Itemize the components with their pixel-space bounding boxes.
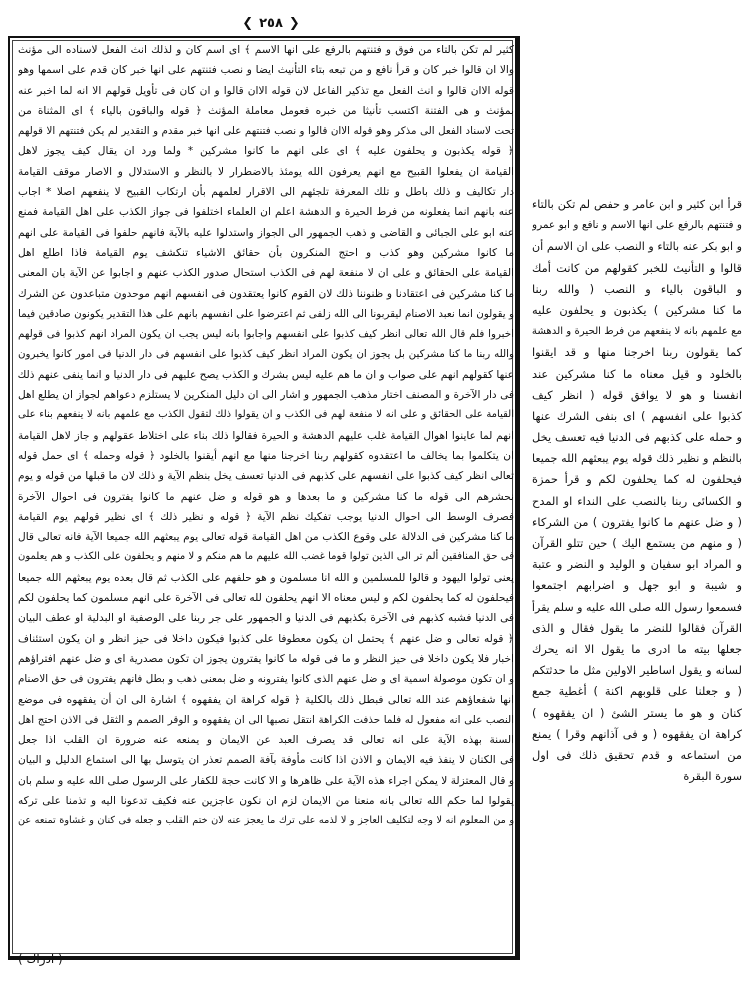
main-text-line: و ان تكون موصولة اسمية اى و ضل عنهم الذى كانوا يفترونه و ضل بمعنى ذهب و بطل فانهم يفترون فى حق الاصنام [18,673,514,686]
margin-text-line: و الباقون بالياء و النصب ( والله ربنا [532,281,742,296]
main-text-line: القيامة ان يفعلوا القبيح مع انهم يعرفون الله يومئذ بالاضطرار لا بالنظر و الاستدلال و الاصار موقف القيامة [18,165,514,178]
main-text-line: و قال المعتزلة لا يمكن اجراء هذه الآية على ظاهرها و الا كانت حجة للكفار على الرسول صلى الله عليه و سلم بان [18,774,514,787]
main-text-line: اخبار فلا يكون داخلا فى حيز النظر و ما فى قوله ما كانوا يفترون يجوز ان تكون مصدرية اى و ضل عنهم افتراؤهم [18,652,514,665]
main-text-line: القيامة على الحقائق و على ان لا منفعة لهم فى الكذب استحال صدور الكذب عنهم و اجابوا عن الآية بان المعنى [18,267,514,280]
margin-text-line: فسمعوا رسول الله صلى الله عليه و سلم يقرأ [532,600,742,614]
main-text-line: انهم لما عاينوا اهوال القيامة غلب عليهم الدهشة و الحيرة فقالوا ذلك بناء على اختلاط عقولهم و جاز لاهل القيامة [18,429,514,442]
main-text-line: دار تكاليف و ذلك باطل و تلك المعرفة تلجئهم الى الاقرار لعلمهم بأن ارتكاب القبيح لا ينفعهم اصلا * اجاب [18,186,514,199]
margin-text-line: ( و جعلنا على قلوبهم اكنة ) أغطية جمع [532,684,742,699]
margin-text-line: سورة البقرة [683,769,742,784]
main-text-line: و من المعلوم انه لا وجه لتكليف العاجز و لا لذمه على ترك ما يعجز عنه لان ختم القلب و جعله فى كنان و غشاوة تمنعه عن [18,815,514,827]
margin-text-line: بالخلود و قيل معناه ما كنا مشركين عند [532,366,742,381]
main-text-line: انها شفعاؤهم عند الله تعالى فبطل ذلك بالكلية ﴿ قوله كراهة ان يفقهوه ﴾ اشارة الى ان أن يفقهوه فى موضع [18,693,514,706]
margin-text-line: و ابو بكر عنه بالتاء و النصب على ان الاسم أن [532,240,742,254]
main-text-line: بمؤنث و هى الفتنة اكتسب تأنيثا من خبره فعومل معاملة المؤنث ﴿ قوله والباقون بالياء ﴾ اى المثناة من [18,104,514,117]
main-text-line: السنة بهذه الآية على انه تعالى قد يصرف العبد عن الايمان و يمنعه عنه ضرورة ان القلب اذا جعل [18,734,514,747]
main-text-line: ما كنا مشركين فى اعتقادنا و ظنوننا ذلك لان القوم كانوا يعتقدون فى انفسهم انهم موحدون متباعدون عن الشرك [18,287,514,300]
ornament-right-icon: ❯ [288,15,300,31]
main-text-line: تعالى انظر كيف كذبوا على انفسهم على كذبهم فى الدنيا تعسف يخل بنظم الآية و ذلك لان ما قبلها من قوله و يوم [18,470,514,483]
margin-text-line: و حمله على كذبهم فى الدنيا فيه تعسف يخل [532,430,742,445]
margin-text-line: انفسنا و هو لا يوافق قوله ( انظر كيف [532,387,742,402]
margin-text-line: فيحلفون له كما يحلفون لكم و قرأ حمزة [532,472,742,487]
main-text-line: فى الكنان لا ينفذ فيه الايمان و الاذن اذا كانت مأوفة بآفة الصمم تعذر ان يتوسل بها الى استماع الدليل و البيان [18,754,514,767]
main-commentary-text [18,40,514,832]
main-text-line: يعنى تولوا اليهود و قالوا للمسلمين و الله انا مسلمون و هو حلفهم على الكذب ثم قال بعده يوم يبعثهم الله جميعا [18,571,514,584]
main-text-line: فى دار الآخرة و المصنف اختار مذهب الجمهور و اشار الى ان دليل المنكرين لا يستلزم دعواهم لجواز ان يطلع اهل [18,389,514,402]
main-text-line: والله ربنا ما كنا مشركين بل يجوز ان يكون المراد انظر كيف كذبوا على انفسهم فى دار الدنيا فى امور كانوا يخبرون [18,348,514,361]
margin-text-line: و فتنتهم بالرفع على انها الاسم و نافع و ابو عمرو [532,219,742,232]
main-text-line: و يقولون انما نعبد الاصنام ليقربونا الى الله زلفى ثم اعترضوا على انفسهم بانهم على هذا التقدير يكونون صادقين فيما [18,307,514,320]
margin-text-line: ( و ضل عنهم ما كانوا يفترون ) من الشركاء [532,514,742,529]
margin-text-line: كنان و هو ما يستر الشئ ( ان يفقهوه ) [532,705,742,720]
margin-text-line: القرآن فقالوا للنضر ما يقول فقال و الذى [532,620,742,635]
margin-text-line: كراهة ان يفقهوه ( و فى آذانهم وقرا ) يمنع [532,726,742,741]
main-text-line: ما كانوا مشركين وهو كذب و احتج المنكرون بأن حقائق الاشياء تنكشف يوم القيامة فاذا اطلع اهل [18,246,514,259]
main-text-line: عنه بانهم انما يفعلونه من فرط الحيرة و الدهشة اعلم ان العلماء اختلفوا فى جواز الكذب على اهل القيامة فمنع [18,206,514,219]
margin-text-line: و شيبة و ابو جهل و اضرابهم اجتمعوا [532,578,742,593]
main-text-line: قوله الاان قالوا و انث الفعل مع تذكير الفاعل لان قوله الاان قالوا و ان كان فى تأويل قولهم الا انه لما اخبر عنه [18,84,514,97]
margin-text-line: جعلها بيته ما ادرى ما يقول الا انه يحرك [532,641,742,656]
main-text-line: فى حق المنافقين ألم تر الى الذين تولوا قوما غضب الله عليهم ما هم منكم و لا منهم و يحلفون على الكذب و هم يعلمون [18,551,514,563]
main-text-line: يقولوا لما حكم الله تعالى بانه منعنا من الايمان لزم ان نكون عاجزين عنه فكيف تدعونا اليه و تذمنا على تركه [18,794,514,807]
margin-text-line: ( و منهم من يستمع اليك ) حين تتلو القرآن [532,536,742,550]
catchword: ( ادراك ) [18,952,63,966]
margin-text-line: بالنظم و نظير ذلك قوله يوم يبعثهم الله جميعا [532,452,742,466]
margin-text-line: من استماعه و قدم تحقيق ذلك فى اول [532,747,742,762]
margin-text-line: و الكسائى ربنا بالنصب على النداء او المدح [532,493,742,508]
margin-text-line: مع علمهم بانه لا ينفعهم من فرط الحيرة و الدهشة [532,326,742,338]
main-text-line: النصب على انه مفعول له فلما حذفت الكراهة انتقل نصبها الى ان يفقهوه و الوقر الصمم و الثقل فى الاذن احتج اهل [18,713,514,726]
main-text-line: نحشرهم الى قوله ما كنا مشركين و ما بعدها و هو قوله و ضل عنهم ما كانوا يفترون فى احوال الآخرة [18,490,514,503]
main-text-line: عنها كقولهم انهم على صواب و ان ما هم عليه ليس بشرك و الكذب يصح عليهم فى دار الدنيا و انما ينفى عنهم ذلك [18,368,514,381]
margin-tafsir-text [532,194,742,787]
main-text-line: فى الدنيا فشبه كذبهم فى الآخرة بكذبهم فى الدنيا و الجمهور على جر ربنا على الوصفية او البدلية او عطف البيان [18,612,514,625]
main-text-line: كثير لم تكن بالتاء من فوق و فتنتهم بالرفع على انها الاسم ﴾ اى اسم كان و لذلك انث الفعل لاسناده الى مؤنث [18,44,514,56]
main-text-line: القيامة على الحقائق و على انه لا منفعة لهم فى الكذب و ان يقولوا ذلك لتقول الكذب مع علمهم بانه لا ينفعهم بناء على [18,409,514,421]
main-text-line: اخبروا فلم قال الله تعالى انظر كيف كذبوا على انفسهم واجابوا بانه ليس يجب ان يكون المراد انهم كذبوا فى قولهم [18,328,514,341]
margin-text-line: كما يقولون ربنا اخرجنا منها و قد ايقنوا [532,345,742,360]
margin-text-line: لسانه و يقول اساطير الاولين مثل ما حدثتكم [532,663,742,678]
main-text-line: ﴿ قوله يكذبون و يحلفون عليه ﴾ اى على انهم ما كانوا مشركين * ولما ورد ان يقال كيف يجوز لاهل [18,145,514,158]
main-text-line: فصرف الوسط الى احوال الدنيا يوجب تفكيك نظم الآية ﴿ قوله و نظير ذلك ﴾ اى نظير قولهم يوم القيامة [18,510,514,523]
margin-text-line: قرأ ابن كثير و ابن عامر و حفص لم تكن بالتاء [532,198,742,211]
main-text-line: فيحلفون له كما يحلفون لكم و ليس معناه الا انهم يحلفون لله تعالى فى الآخرة على انهم مسلمون كما يحلفون لكم [18,592,514,605]
main-text-line: والا ان قالوا خبر كان و قرأ نافع و من تبعه بتاء التأنيث ايضا و نصب فتنتهم على انها خبر كان قدم على اسمها وهو [18,64,514,77]
main-text-line: عنه ابو على الجبائى و القاضى و ذهب الجمهور الى الجواز واستدلوا عليه بالآية فانهم حلفوا فى القيامة على انهم [18,226,514,239]
margin-text-line: قالوا و التأنيث للخبر كقولهم من كانت أمك [532,260,742,275]
main-text-line: ان يتكلموا بما يخالف ما اعتقدوه كقولهم ربنا اخرجنا منها مع انهم أيقنوا بالخلود ﴿ قوله وحمله ﴾ اى حمل قوله [18,449,514,462]
ornament-left-icon: ❮ [242,15,254,31]
margin-text-line: ما كنا مشركين ) يكذبون و يحلفون عليه [532,302,742,317]
main-text-line: ﴿ قوله تعالى و ضل عنهم ﴾ يحتمل ان يكون معطوفا على كذبوا فيكون داخلا فى حيز انظر و ان يكون استئناف [18,632,514,645]
main-text-line: ما كنا مشركين فى الدلالة على وقوع الكذب من اهل القيامة قوله تعالى يوم يبعثهم الله جميعا الآية فانه تعالى قال [18,531,514,544]
margin-text-line: و المراد ابو سفيان و الوليد و النضر و عتبة [532,557,742,572]
margin-text-line: كذبوا على انفسهم ) اى بنفى الشرك عنها [532,408,742,423]
page-number: ٢٥٨ [259,15,283,31]
main-text-line: تحت لاسناد الفعل الى مذكر وهو قوله الاان قالوا و نصب فتنتهم على انها خبر مقدم و التقدير لم يكن فتنتهم الا قولهم [18,125,514,138]
page-header [226,14,316,32]
